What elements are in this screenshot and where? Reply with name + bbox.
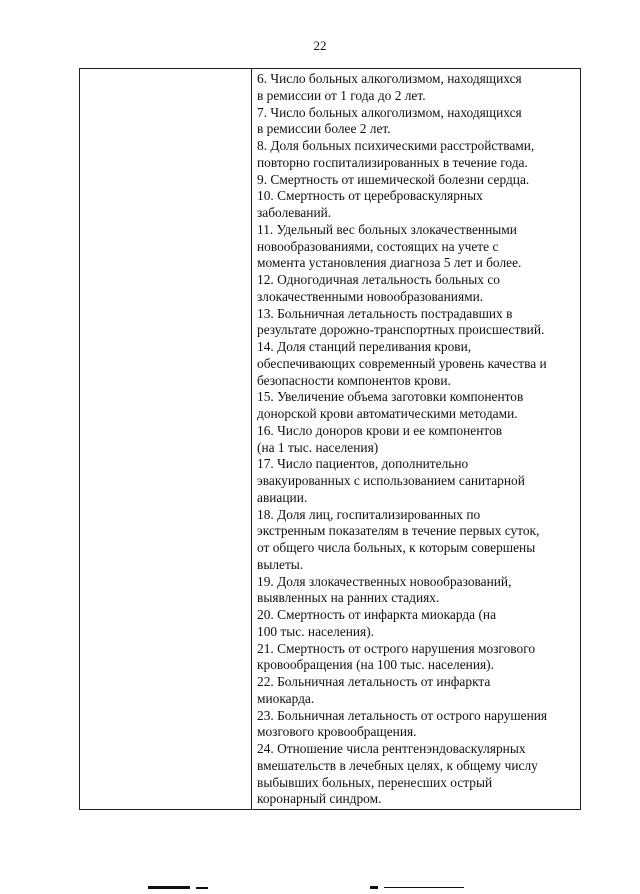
indicator-line: 12. Одногодичная летальность больных со <box>257 272 500 287</box>
indicator-line: 20. Смертность от инфаркта миокарда (на <box>257 607 497 622</box>
indicator-line: 18. Доля лиц, госпитализированных по <box>257 506 481 522</box>
indicator-line: в ремиссии более 2 лет. <box>257 121 391 137</box>
indicator-line: 6. Число больных алкоголизмом, находящихся <box>257 71 522 86</box>
indicator-line: 24. Отношение числа рентгенэндоваскулярных <box>257 741 526 756</box>
indicator-line: 15. Увеличение объема заготовки компонентов <box>257 389 524 405</box>
indicator-line: коронарный синдром. <box>257 791 382 807</box>
indicator-item <box>257 456 580 506</box>
indicator-item <box>257 741 580 808</box>
indicator-line: 23. Больничная летальность от острого нарушения <box>257 707 548 723</box>
indicator-item <box>257 607 580 641</box>
indicator-line: 16. Число доноров крови и ее компонентов <box>257 422 503 438</box>
indicator-line: в ремиссии от 1 года до 2 лет. <box>257 87 426 103</box>
indicator-line: 22. Больничная летальность от инфаркта <box>257 674 491 689</box>
indicator-line: выбывших больных, перенесших острый <box>257 774 493 790</box>
indicator-line: 13. Больничная летальность пострадавших в <box>257 305 513 321</box>
indicator-item <box>257 339 580 389</box>
empty-left-cell <box>80 69 252 809</box>
indicator-line: 100 тыс. населения). <box>257 623 375 639</box>
indicator-line: заболеваний. <box>257 205 332 220</box>
indicator-line: обеспечивающих современный уровень качества и <box>257 355 547 371</box>
page-number: 22 <box>313 38 327 53</box>
indicator-item <box>257 423 580 457</box>
indicator-line: 9. Смертность от ишемической болезни сердца. <box>257 171 530 187</box>
indicator-line: повторно госпитализированных в течение года. <box>257 154 528 170</box>
indicator-line: мозгового кровообращения. <box>257 724 417 740</box>
indicator-line: донорской крови автоматическими методами. <box>257 406 518 421</box>
indicator-line: вылеты. <box>257 556 304 572</box>
indicator-line: 19. Доля злокачественных новообразований, <box>257 573 512 589</box>
scan-edge-mark <box>0 880 640 894</box>
indicator-line: от общего числа больных, к которым совершены <box>257 540 536 555</box>
indicator-line: момента установления диагноза 5 лет и более. <box>257 255 522 271</box>
indicator-item <box>257 507 580 574</box>
indicator-item <box>257 574 580 608</box>
indicator-line: 10. Смертность от цереброваскулярных <box>257 188 483 204</box>
indicators-cell <box>252 69 580 809</box>
indicator-line: вмешательств в лечебных целях, к общему числу <box>257 757 538 773</box>
indicator-line: миокарда. <box>257 690 315 706</box>
indicator-item <box>257 708 580 742</box>
indicators-table <box>79 68 581 810</box>
indicator-line: экстренным показателям в течение первых суток, <box>257 523 540 539</box>
indicator-item <box>257 105 580 139</box>
indicator-line: 17. Число пациентов, дополнительно <box>257 456 469 472</box>
indicator-line: кровообращения (на 100 тыс. населения). <box>257 657 494 673</box>
indicator-item <box>257 138 580 172</box>
indicator-line: 7. Число больных алкоголизмом, находящихся <box>257 104 522 120</box>
indicator-line: авиации. <box>257 489 308 505</box>
indicator-line: 8. Доля больных психическими расстройствами, <box>257 138 535 153</box>
indicator-item <box>257 306 580 340</box>
indicator-item <box>257 389 580 423</box>
indicator-line: 21. Смертность от острого нарушения мозгового <box>257 640 536 656</box>
indicator-line: эвакуированных с использованием санитарной <box>257 473 525 488</box>
indicator-item <box>257 272 580 306</box>
indicator-item <box>257 222 580 272</box>
indicator-line: (на 1 тыс. населения) <box>257 439 379 455</box>
indicator-line: безопасности компонентов крови. <box>257 372 451 388</box>
indicator-line: 14. Доля станций переливания крови, <box>257 339 472 354</box>
indicator-line: 11. Удельный вес больных злокачественными <box>257 221 517 237</box>
indicator-item <box>257 674 580 708</box>
indicator-item <box>257 188 580 222</box>
indicator-line: выявленных на ранних стадиях. <box>257 590 440 606</box>
indicator-line: результате дорожно-транспортных происшествий. <box>257 322 545 338</box>
indicator-item <box>257 641 580 675</box>
indicator-line: злокачественными новообразованиями. <box>257 288 484 304</box>
indicator-item <box>257 71 580 105</box>
indicator-list <box>257 71 580 808</box>
indicator-line: новообразованиями, состоящих на учете с <box>257 238 499 254</box>
indicator-item <box>257 172 580 189</box>
